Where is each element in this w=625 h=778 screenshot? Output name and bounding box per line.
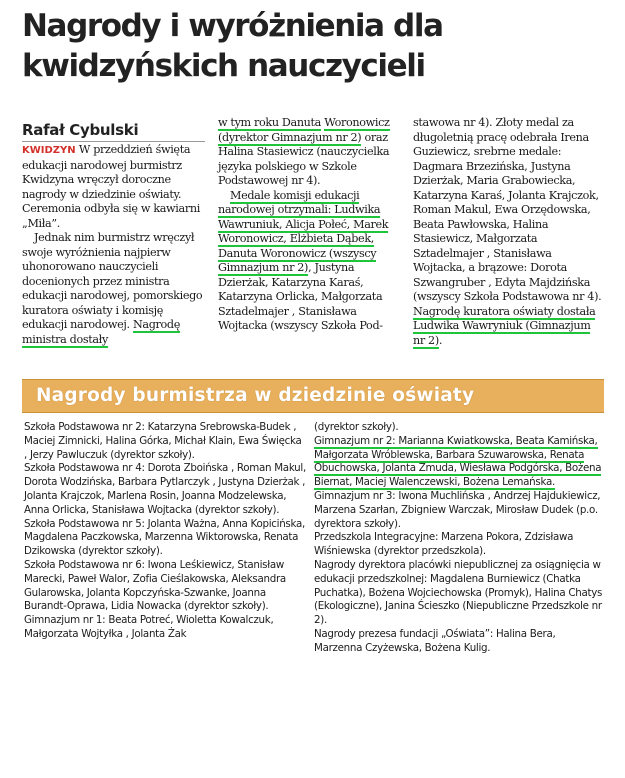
highlighted-text: Medale komisji edukacji narodowej otrzymali: Ludwika Wawruniuk, Alicja Połeć, Marek Woronowicz, Elżbieta Dąbek, Danuta Woronowicz (wszyscy Gimnazjum nr 2) <box>218 188 389 274</box>
paragraph <box>218 189 404 334</box>
paragraph <box>218 116 404 189</box>
paragraph <box>22 143 208 231</box>
awards-entry <box>314 435 606 490</box>
article-headline: Nagrody i wyróżnienia dla kwidzyńskich nauczycieli <box>22 8 443 84</box>
paragraph-text: oraz Halina Stasiewicz (nauczycielka języka polskiego w Szkole Podstawowej nr 4). <box>218 130 390 187</box>
awards-entry: Szkoła Podstawowa nr 2: Katarzyna Srebrowska-Budek , Maciej Zimnicki, Halina Górka, Michał Klain, Ewa Święcka , Jerzy Pawluczuk (dyrektor szkoły). <box>24 421 302 461</box>
highlighted-text: w tym roku Danuta <box>218 116 322 129</box>
paragraph-text: W przeddzień święta edukacji narodowej burmistrz Kwidzyna wręczył doroczne nagrody w dziedzinie oświaty. Ceremonia odbyła się w kawiarni „Miła”. <box>22 143 200 230</box>
awards-column-right <box>314 421 606 656</box>
paragraph-text: Jednak nim burmistrz wręczył swoje wyróżnienia najpierw uhonorowano nauczycieli docenionych przez ministra edukacji narodowej, pomorskiego kuratora oświaty i komisję edukacji narodowej. <box>22 231 203 331</box>
dateline: KWIDZYN <box>22 145 76 156</box>
paragraph <box>22 231 208 347</box>
awards-column-left <box>24 421 306 642</box>
paragraph <box>413 116 603 348</box>
author-byline: Rafał Cybulski <box>22 121 139 139</box>
article-column-2 <box>218 116 404 334</box>
article-column-1 <box>22 143 208 347</box>
awards-entry: Szkoła Podstawowa nr 4: Dorota Zboińska , Roman Makul, Dorota Wodzińska, Barbara Pytlarczyk , Justyna Dzierżak , Jolanta Krajczok, Marlena Rosin, Joanna Modzelewska, Anna Orlicka, Stanisława Wojtacka (dyrektor szkoły). <box>24 462 306 516</box>
awards-entry: Gimnazjum nr 3: Iwona Muchlińska , Andrzej Hajdukiewicz, Marzena Szarłan, Zbigniew Warczak, Mirosław Dudek (p.o. dyrektora szkoły). <box>314 489 601 530</box>
paragraph-text: stawowa nr 4). Złoty medal za długoletnią pracę odebrała Irena Guziewicz, srebrne medale: Dagmara Brzezińska, Justyna Dzierżak, Maria Grabowiecka, Katarzyna Karaś, Jolanta Krajczok, Roman Makul, Ewa Orzędowska, Beata Pawłowska, Halina Stasiewicz, Małgorzata Sztadelmajer , Stanisława Wojtacka, a brązowe: Dorota Szwangruber , Edyta Majdzińska (wszyscy Szkoła Podstawowa nr 4). <box>413 116 602 303</box>
article-column-3 <box>413 116 603 348</box>
awards-entry: Nagrody dyrektora placówki niepublicznej za osiągnięcia w edukacji przedszkolnej: Magdalena Burniewicz (Chatka Puchatka), Bożena Wojciechowska (Promyk), Halina Chatys (Ekologiczne), Janina Ścieszko (Niepubliczne Przedszkole nr 2). <box>314 558 603 627</box>
highlighted-text: Gimnazjum nr 2: Marianna Kwiatkowska, Beata Kamińska, Małgorzata Wróblewska, Barbara Szuwarowska, Renata Obuchowska, Jolanta Zmuda, Wiesława Podgórska, Bożena Biernat, Maciej Walenczewski, Bożena Lemańska. <box>314 434 602 489</box>
awards-entry: Przedszkola Integracyjne: Marzena Pokora, Zdzisława Wiśniewska (dyrektor przedszkola). <box>314 531 574 558</box>
highlighted-text: Woronowicz (dyrektor Gimnazjum nr 2) <box>218 116 390 144</box>
byline-divider <box>22 141 205 142</box>
awards-entry: Szkoła Podstawowa nr 5: Jolanta Ważna, Anna Kopicińska, Magdalena Paczkowska, Marzenna Wiktorowska, Renata Dzikowska (dyrektor szkoły). <box>24 517 305 558</box>
highlighted-text: Nagrodę ministra dostały <box>22 318 180 346</box>
awards-entry: (dyrektor szkoły). <box>314 421 399 433</box>
paragraph-text: . <box>438 333 443 347</box>
paragraph-text: , Justyna Dzierżak, Katarzyna Karaś, Katarzyna Orlicka, Małgorzata Sztadelmajer , Stanisława Wojtacka (wszyscy Szkoła Pod- <box>218 261 383 332</box>
highlighted-text: Nagrodę kuratora oświaty dostała Ludwika Wawryniuk (Gimnazjum nr 2) <box>413 304 596 347</box>
awards-entry: Szkoła Podstawowa nr 6: Iwona Leśkiewicz, Stanisław Marecki, Paweł Walor, Zofia Cieślakowska, Aleksandra Gularowska, Jolanta Kopczyńska-Szwanke, Joanna Burandt-Oprawa, Lidia Nowacka (dyrektor szkoły). <box>24 558 286 613</box>
awards-box-title: Nagrody burmistrza w dziedzinie oświaty <box>36 385 475 406</box>
awards-box-header <box>22 379 604 413</box>
awards-entry: Gimnazjum nr 1: Beata Potreć, Wioletta Kowalczuk, Małgorzata Wojtyłka , Jolanta Żak <box>24 614 274 640</box>
awards-entry: Nagrody prezesa fundacji „Oświata”: Halina Bera, Marzenna Czyżewska, Bożena Kulig. <box>314 627 556 654</box>
